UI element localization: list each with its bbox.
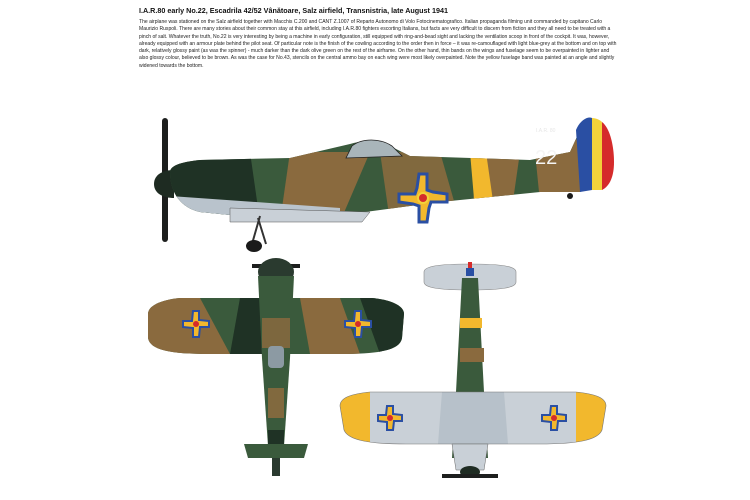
main-wheel bbox=[246, 240, 262, 252]
tail-wheel bbox=[567, 193, 573, 199]
side-view-profile bbox=[140, 112, 620, 262]
bottom-propeller bbox=[442, 474, 498, 478]
canopy bbox=[346, 140, 402, 158]
page-title: I.A.R.80 early No.22, Escadrila 42/52 Vânătoare, Salz airfield, Transnistria, late August 1941 bbox=[139, 6, 448, 15]
top-cockpit bbox=[268, 346, 284, 368]
description-text: The airplane was stationed on the Salz airfield together with Macchis C.200 and CANT Z.1007 of Reparto Autonomo di Volo Fotocinematografico. Italian propaganda filming unit commanded by capitano Carlo Maurizio Ruspoli. There are many stories about their common stay at this airfield, including I.A.R.80 fighters escorting Italians, but facts are very difficult to discern from fiction and they all need to be treated with a pinch of salt. Whatever the truth, No.22 is very interesting by being a machine in early configuration, still equipped with ring-and-bead sight and lacking the ventilation scoop in front of the cockpit. It was, however, already equipped with an armour plate behind the pilot seat. Of particular note is the finish of the cowling according to the order then in force – it was re-camouflaged with light blue-grey at the bottom and on top with dark, relatively glossy paint (as was the spinner) - much darker than the dark olive green on the rest of the airframe. On the other hand, thin bands on the wings and fuselage seem to be overpainted in lighter and also glossy colour, believed to be brown. As was the case for No.43, stencils on the central ammo bay on each wing were most likely overpainted. Note the yellow fuselage band was painted at an angle and slightly widened towards the bottom. bbox=[139, 19, 617, 69]
top-tailplane bbox=[244, 444, 308, 458]
serial-marking: I.A.R. 80 bbox=[536, 128, 556, 134]
fuselage-number: 22 bbox=[535, 147, 558, 169]
rudder-red-stripe bbox=[602, 122, 614, 190]
rudder-yellow-stripe bbox=[592, 118, 602, 190]
bottom-view-plan bbox=[330, 258, 615, 488]
